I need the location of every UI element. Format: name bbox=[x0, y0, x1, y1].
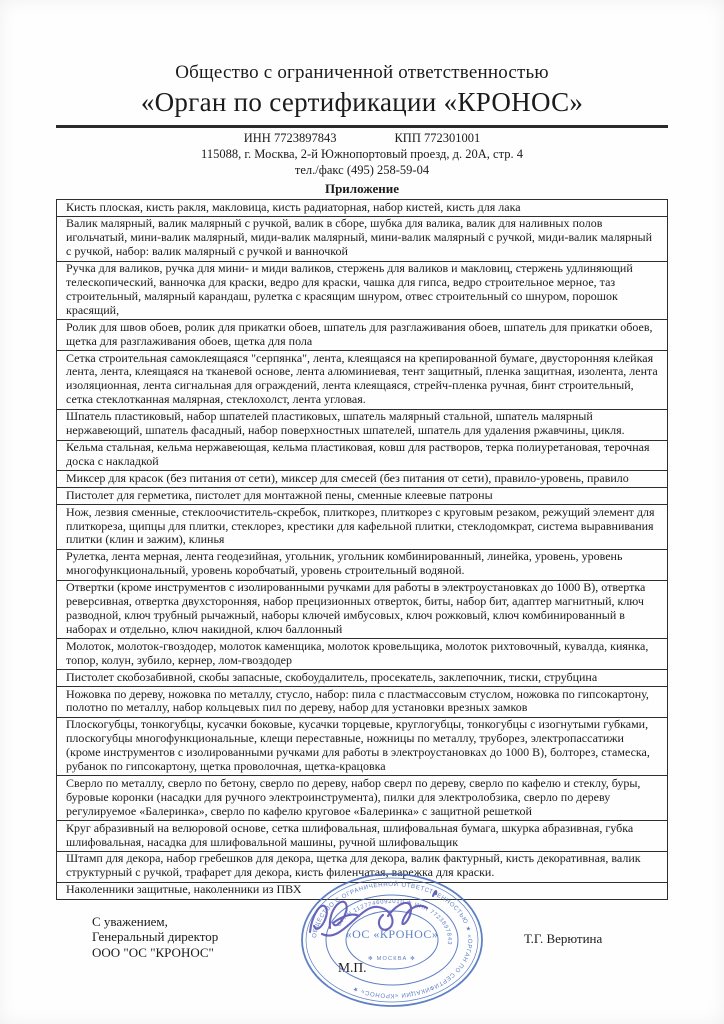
table-row: Круг абразивный на велюровой основе, сетка шлифовальная, шлифовальная бумага, шкурка абразивная, губка шлифовальная, насадка для шлифовальной машины, ручной шлифовальщик bbox=[57, 821, 667, 852]
kpp-value: КПП 772301001 bbox=[394, 131, 481, 145]
attachment-title: Приложение bbox=[324, 181, 400, 196]
letterhead bbox=[0, 0, 724, 197]
table-row: Нож, лезвия сменные, стеклоочиститель-скребок, плиткорез, плиткорез с круговым резаком, режущий элемент для плиткореза, щипцы для плитки, стеклорез, крестики для кафельной плитки, стеклодомкрат, система выравнивания плитки (клин и зажим), клинья bbox=[57, 505, 667, 550]
tax-codes bbox=[0, 131, 724, 146]
company-name: ООО "ОС "КРОНОС" bbox=[92, 945, 214, 961]
table-row: Ножовка по дереву, ножовка по металлу, стусло, набор: пила с пластмассовым стуслом, ножовка по гипсокартону, полотно по металлу, набор кольцевых пил по дереву, набор для установки врезных замков bbox=[57, 687, 667, 718]
director-name: Т.Г. Верютина bbox=[524, 930, 603, 946]
stamp-city-text: ✻ МОСКВА ✻ bbox=[367, 955, 417, 962]
products-table bbox=[56, 199, 668, 900]
table-row: Отвертки (кроме инструментов с изолированными ручками для работы в электроустановках до 1000 В), отвертка реверсивная, отвертка двухсторонняя, набор прецизионных отверток, биты, набор бит, адаптер магнитный, ключ разводной, ключ трубный рычажный, наборы ключей имбусовых, ключ рожковый, ключ комбинированный в наборах и отдельно, ключ накидной, ключ баллонный bbox=[57, 581, 667, 640]
stamp-outer-text: ОБЩЕСТВО С ОГРАНИЧЕННОЙ ОТВЕТСТВЕННОСТЬЮ ★ «ОРГАН ПО СЕРТИФИКАЦИИ «КРОНОС» ★ bbox=[310, 880, 474, 999]
inn-value: ИНН 7723897843 bbox=[243, 131, 337, 145]
table-row: Ручка для валиков, ручка для мини- и миди валиков, стержень для валиков и макловиц, стержень удлиняющий телескопический, ванночка для краски, ведро для краски, чашка для гипса, ведро строительное мерное, таз строительный, малярный карандаш, рулетка с красящим шнуром, отвес строительный со шнуром, порошок красящий, bbox=[57, 262, 667, 321]
closing-text: С уважением, bbox=[92, 913, 168, 929]
director-title: Генеральный директор bbox=[92, 929, 219, 945]
table-row: Пистолет для герметика, пистолет для монтажной пены, сменные клеевые патроны bbox=[57, 488, 667, 505]
stamp-center-text: «ОС «КРОНОС» bbox=[345, 926, 439, 941]
table-row: Валик малярный, валик малярный с ручкой, валик в сборе, шубка для валика, валик для наливных полов игольчатый, мини-валик малярный, миди-валик малярный, мини-валик малярный с ручкой, миди-валик малярный с ручкой, набор: валик малярный с ручкой и ванночкой bbox=[57, 217, 667, 262]
table-row: Ролик для швов обоев, ролик для прикатки обоев, шпатель для разглаживания обоев, шпатель для прикатки обоев, щетка для разглаживания обоев, щетка для пола bbox=[57, 320, 667, 351]
org-name: «Орган по сертификации «КРОНОС» bbox=[140, 87, 584, 117]
seal-placeholder: М.П. bbox=[338, 959, 367, 975]
table-row: Пистолет скобозабивной, скобы запасные, скобоудалитель, просекатель, заклепочник, тиски, струбцина bbox=[57, 670, 667, 687]
table-row: Штамп для декора, набор гребешков для декора, щетка для декора, валик фактурный, кисть декоративная, валик структурный с ручкой, трафарет для декора, кисть филенчатая, варежка для краски. bbox=[57, 852, 667, 883]
stamp-inner-text: ОГРН 1127746092010 ✻ ИНН 7723897843 bbox=[336, 898, 453, 946]
table-row: Молоток, молоток-гвоздодер, молоток каменщика, молоток кровельщика, молоток рихтовочный, кувалда, киянка, топор, колун, зубило, кернер, лом-гвоздодер bbox=[57, 639, 667, 670]
table-row: Кельма стальная, кельма нержавеющая, кельма пластиковая, ковш для растворов, терка полиуретановая, терочная доска с накладкой bbox=[57, 441, 667, 472]
table-row: Рулетка, лента мерная, лента геодезийная, угольник, угольник комбинированный, линейка, уровень, уровень многофункциональный, уровень коробчатый, уровень строительный водяной. bbox=[57, 550, 667, 581]
table-row: Сетка строительная самоклеящаяся "серпянка", лента, клеящаяся на крепированной бумаге, двусторонняя клейкая лента, лента, клеящаяся на тканевой основе, лента алюминиевая, тент защитный, пленка защитная, изолента, лента изоляционная, лента сигнальная для ограждений, лента клеящаяся, стрейч-пленка ручная, бинт строительный, сетка стеклотканная малярная, стеклохолст, лента угловая. bbox=[57, 351, 667, 410]
handwritten-signature-icon bbox=[302, 874, 452, 954]
org-address: 115088, г. Москва, 2-й Южнопортовый проезд, д. 20А, стр. 4 bbox=[201, 147, 523, 161]
table-row: Наколенники защитные, наколенники из ПВХ bbox=[66, 882, 302, 897]
table-row: Шпатель пластиковый, набор шпателей пластиковых, шпатель малярный стальной, шпатель малярный нержавеющий, шпатель фасадный, набор поверхностных шпателей, шпатель для удаления ржавчины, цикля. bbox=[57, 410, 667, 441]
table-row: Кисть плоская, кисть ракля, макловица, кисть радиаторная, набор кистей, кисть для лака bbox=[57, 200, 667, 217]
table-row: Миксер для красок (без питания от сети), миксер для смесей (без питания от сети), правило-уровень, правило bbox=[57, 471, 667, 488]
org-type: Общество с ограниченной ответственностью bbox=[175, 62, 549, 83]
table-row: Плоскогубцы, тонкогубцы, кусачки боковые, кусачки торцевые, круглогубцы, тонкогубцы с изогнутыми губками, плоскогубцы многофункциональные, клещи переставные, ножницы по металлу, труборез, электропассатижи (кроме инструментов с изолированными ручками для работы в электроустановках до 1000 В), болторез, стамеска, рубанок по гипсокартону, щетка проволочная, щетка-крацовка bbox=[57, 718, 667, 777]
closing-block bbox=[92, 914, 218, 961]
table-row: Сверло по металлу, сверло по бетону, сверло по дереву, набор сверл по дереву, сверло по кафелю и стеклу, буры, буровые коронки (насадки для ручного электроинструмента), пилки для электролобзика, сверло по дереву регулируемое «Балеринка», сверло по кафелю круговое «Балеринка» с защитной решеткой bbox=[57, 776, 667, 821]
org-phone: тел./факс (495) 258-59-04 bbox=[294, 163, 430, 177]
header-divider bbox=[56, 125, 668, 128]
